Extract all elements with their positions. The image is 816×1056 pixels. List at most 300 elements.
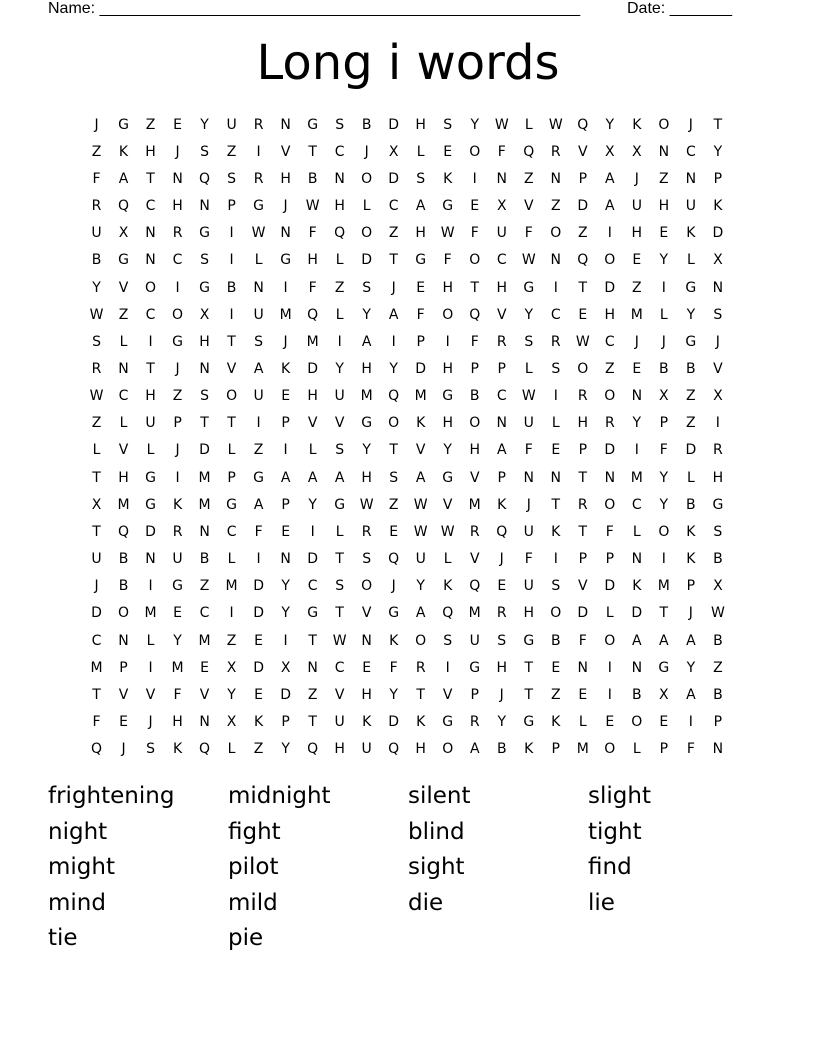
grid-letter: G	[712, 496, 724, 513]
grid-letter: G	[118, 252, 129, 269]
grid-letter: W	[710, 605, 725, 622]
grid-letter: G	[226, 496, 238, 513]
grid-letter: C	[199, 605, 210, 622]
grid-letter: I	[229, 306, 234, 323]
grid-letter: G	[199, 225, 210, 242]
grid-letter: L	[227, 741, 236, 758]
word-bank-item: find	[588, 854, 632, 881]
grid-letter: K	[389, 632, 399, 649]
grid-letter: Z	[118, 306, 129, 323]
grid-letter: B	[686, 496, 696, 513]
grid-letter: M	[225, 578, 238, 595]
grid-letter: P	[281, 714, 290, 731]
grid-letter: Q	[334, 225, 346, 242]
grid-letter: N	[118, 360, 129, 377]
grid-letter: N	[253, 279, 264, 296]
grid-letter: C	[91, 632, 102, 649]
grid-letter: K	[686, 523, 696, 540]
grid-letter: C	[685, 143, 696, 160]
grid-letter: Z	[307, 686, 318, 703]
grid-letter: R	[713, 442, 723, 459]
grid-letter: Z	[253, 741, 264, 758]
grid-letter: F	[605, 523, 614, 540]
grid-letter: B	[713, 632, 723, 649]
grid-letter: H	[469, 442, 480, 459]
grid-letter: P	[416, 333, 425, 350]
grid-letter: E	[254, 686, 264, 703]
grid-letter: N	[631, 659, 643, 676]
grid-letter: N	[172, 170, 183, 187]
grid-letter: N	[199, 198, 210, 215]
grid-letter: U	[361, 741, 372, 758]
grid-letter: M	[468, 605, 481, 622]
grid-letter: I	[553, 388, 558, 405]
grid-letter: N	[280, 551, 291, 568]
grid-letter: S	[713, 523, 723, 540]
name-field: Name: ______________________________________________________	[48, 0, 581, 17]
grid-letter: M	[90, 659, 103, 676]
grid-letter: A	[686, 632, 696, 649]
grid-letter: P	[281, 496, 290, 513]
grid-letter: O	[145, 279, 157, 296]
grid-letter: K	[254, 714, 264, 731]
grid-letter: Q	[118, 523, 130, 540]
grid-letter: D	[604, 578, 616, 595]
grid-letter: Z	[686, 415, 696, 432]
grid-letter: S	[200, 143, 210, 160]
grid-letter: D	[361, 252, 373, 269]
grid-letter: V	[469, 469, 480, 486]
grid-letter: C	[604, 333, 615, 350]
grid-letter: H	[604, 306, 616, 323]
grid-letter: N	[145, 551, 156, 568]
grid-letter: D	[577, 605, 589, 622]
grid-letter: N	[550, 170, 562, 187]
grid-letter: Z	[605, 360, 615, 377]
grid-letter: O	[361, 578, 373, 595]
grid-letter: F	[173, 686, 182, 703]
grid-letter: Q	[388, 388, 400, 405]
grid-letter: R	[496, 605, 507, 622]
grid-letter: U	[91, 551, 102, 568]
grid-letter: I	[715, 415, 720, 432]
grid-letter: H	[307, 252, 318, 269]
grid-letter: O	[658, 523, 670, 540]
grid-row	[83, 274, 731, 301]
grid-letter: B	[686, 360, 696, 377]
grid-letter: P	[470, 360, 479, 377]
grid-letter: Z	[226, 632, 237, 649]
grid-letter: I	[607, 659, 612, 676]
grid-letter: E	[173, 605, 182, 622]
grid-letter: K	[416, 714, 426, 731]
grid-letter: E	[659, 225, 669, 242]
grid-letter: J	[634, 170, 639, 187]
grid-letter: P	[470, 686, 479, 703]
grid-letter: T	[92, 523, 101, 540]
grid-letter: E	[389, 523, 399, 540]
grid-letter: G	[172, 578, 183, 595]
grid-letter: N	[334, 170, 345, 187]
grid-letter: Z	[145, 116, 156, 133]
grid-row	[83, 681, 731, 708]
grid-letter: V	[578, 578, 588, 595]
grid-letter: L	[659, 306, 668, 323]
grid-letter: I	[229, 252, 234, 269]
grid-letter: X	[199, 306, 210, 323]
grid-letter: T	[227, 415, 236, 432]
grid-letter: E	[200, 659, 209, 676]
word-bank-item: sight	[408, 854, 465, 881]
grid-letter: F	[308, 279, 317, 296]
grid-letter: M	[279, 306, 292, 323]
grid-letter: A	[496, 442, 507, 459]
grid-letter: T	[308, 632, 317, 649]
grid-letter: L	[416, 143, 425, 160]
grid-letter: H	[172, 714, 183, 731]
grid-letter: N	[712, 741, 724, 758]
grid-letter: Q	[442, 605, 454, 622]
word-bank-item: mild	[228, 889, 278, 916]
grid-letter: L	[578, 714, 587, 731]
grid-letter: H	[361, 360, 372, 377]
grid-letter: A	[388, 306, 399, 323]
grid-letter: H	[658, 198, 670, 215]
grid-letter: W	[521, 388, 536, 405]
grid-letter: Z	[686, 388, 696, 405]
grid-letter: C	[334, 143, 345, 160]
grid-letter: O	[604, 496, 616, 513]
grid-letter: J	[364, 143, 369, 160]
grid-letter: N	[280, 116, 291, 133]
grid-letter: C	[496, 252, 507, 269]
grid-letter: U	[523, 415, 534, 432]
grid-letter: G	[253, 198, 265, 215]
grid-letter: M	[198, 496, 211, 513]
grid-letter: P	[605, 551, 615, 568]
grid-letter: H	[280, 170, 291, 187]
grid-letter: Z	[226, 143, 237, 160]
grid-letter: C	[388, 198, 399, 215]
grid-letter: D	[253, 659, 264, 676]
grid-letter: W	[494, 116, 509, 133]
grid-letter: I	[634, 442, 639, 459]
grid-letter: T	[92, 469, 101, 486]
grid-letter: Z	[713, 659, 723, 676]
grid-letter: K	[172, 496, 183, 513]
grid-letter: V	[469, 551, 480, 568]
grid-letter: F	[470, 225, 479, 242]
grid-letter: G	[307, 605, 319, 622]
grid-letter: C	[631, 496, 642, 513]
grid-letter: J	[121, 741, 126, 758]
grid-letter: Y	[416, 578, 425, 595]
grid-letter: Z	[523, 170, 534, 187]
grid-row	[83, 600, 731, 627]
grid-letter: W	[251, 225, 266, 242]
word-bank-item: might	[48, 854, 115, 881]
grid-letter: S	[713, 306, 723, 323]
grid-letter: O	[469, 415, 481, 432]
grid-letter: L	[686, 252, 695, 269]
grid-letter: D	[253, 605, 264, 622]
grid-letter: H	[631, 225, 643, 242]
grid-letter: R	[172, 225, 183, 242]
grid-letter: L	[119, 333, 128, 350]
grid-letter: A	[253, 496, 264, 513]
grid-letter: K	[686, 225, 696, 242]
grid-letter: N	[496, 170, 507, 187]
grid-letter: E	[281, 388, 291, 405]
grid-letter: V	[713, 360, 723, 377]
grid-letter: A	[307, 469, 318, 486]
grid-letter: U	[253, 388, 264, 405]
grid-letter: H	[442, 360, 453, 377]
grid-letter: N	[145, 252, 156, 269]
grid-letter: E	[578, 686, 588, 703]
grid-letter: H	[361, 686, 372, 703]
grid-letter: N	[631, 551, 643, 568]
word-bank-item: pilot	[228, 854, 279, 881]
grid-letter: K	[362, 714, 372, 731]
word-bank-item: slight	[588, 783, 651, 809]
grid-letter: E	[281, 523, 291, 540]
grid-letter: I	[229, 605, 234, 622]
grid-letter: Q	[307, 306, 319, 323]
grid-letter: D	[712, 225, 724, 242]
grid-letter: G	[280, 252, 292, 269]
grid-letter: Z	[659, 170, 669, 187]
grid-letter: V	[118, 442, 129, 459]
grid-letter: V	[118, 686, 129, 703]
grid-letter: Z	[577, 225, 588, 242]
grid-letter: S	[335, 578, 345, 595]
grid-letter: G	[199, 279, 210, 296]
grid-letter: Q	[388, 741, 400, 758]
grid-letter: U	[91, 225, 102, 242]
grid-letter: B	[307, 170, 318, 187]
grid-letter: K	[172, 741, 183, 758]
grid-letter: M	[198, 469, 211, 486]
grid-letter: U	[226, 116, 237, 133]
grid-letter: W	[359, 496, 374, 513]
grid-letter: M	[144, 605, 157, 622]
grid-letter: O	[604, 741, 616, 758]
grid-letter: R	[550, 143, 561, 160]
grid-letter: B	[632, 686, 642, 703]
grid-letter: Y	[173, 632, 182, 649]
grid-letter: F	[578, 632, 587, 649]
grid-letter: P	[227, 469, 236, 486]
grid-letter: I	[148, 659, 153, 676]
grid-letter: P	[713, 170, 723, 187]
grid-letter: M	[468, 496, 481, 513]
grid-letter: O	[469, 252, 481, 269]
grid-row	[83, 736, 731, 763]
grid-letter: Z	[334, 279, 345, 296]
grid-letter: Y	[389, 360, 398, 377]
grid-letter: I	[310, 523, 315, 540]
grid-row	[83, 301, 731, 328]
grid-letter: L	[335, 523, 344, 540]
grid-letter: J	[391, 279, 396, 296]
grid-letter: S	[362, 279, 372, 296]
grid-letter: P	[713, 714, 723, 731]
grid-letter: S	[443, 632, 453, 649]
grid-letter: U	[469, 632, 480, 649]
grid-letter: K	[551, 714, 561, 731]
grid-letter: Y	[524, 306, 534, 323]
grid-letter: G	[388, 605, 400, 622]
grid-letter: N	[199, 714, 210, 731]
grid-row	[83, 437, 731, 464]
grid-letter: L	[686, 469, 695, 486]
grid-letter: R	[253, 170, 264, 187]
grid-letter: C	[145, 306, 156, 323]
grid-letter: Q	[496, 523, 508, 540]
grid-letter: V	[118, 279, 129, 296]
grid-letter: F	[524, 442, 533, 459]
grid-letter: X	[280, 659, 291, 676]
grid-letter: Y	[362, 306, 371, 323]
grid-letter: A	[361, 333, 372, 350]
grid-letter: T	[470, 279, 479, 296]
grid-letter: P	[119, 659, 128, 676]
grid-letter: Y	[686, 306, 696, 323]
grid-letter: N	[685, 170, 697, 187]
grid-letter: N	[550, 252, 562, 269]
grid-letter: O	[577, 360, 589, 377]
grid-letter: S	[146, 741, 155, 758]
grid-row	[83, 165, 731, 192]
grid-letter: S	[524, 333, 534, 350]
grid-letter: Q	[388, 551, 400, 568]
grid-letter: V	[145, 686, 156, 703]
grid-letter: V	[361, 605, 372, 622]
grid-letter: I	[283, 632, 288, 649]
grid-letter: Y	[659, 496, 669, 513]
grid-letter: O	[658, 116, 670, 133]
grid-row	[83, 464, 731, 491]
grid-letter: S	[200, 388, 210, 405]
grid-letter: C	[496, 388, 507, 405]
grid-letter: Y	[470, 116, 479, 133]
grid-letter: O	[118, 605, 130, 622]
grid-letter: V	[226, 360, 237, 377]
grid-letter: A	[415, 469, 426, 486]
grid-letter: O	[388, 415, 400, 432]
grid-letter: Z	[388, 496, 399, 513]
grid-letter: Q	[118, 198, 130, 215]
grid-letter: Y	[92, 279, 101, 296]
grid-letter: R	[604, 415, 615, 432]
grid-letter: X	[118, 225, 129, 242]
grid-letter: V	[334, 686, 345, 703]
grid-row	[83, 491, 731, 518]
grid-row	[83, 247, 731, 274]
grid-letter: T	[335, 605, 344, 622]
grid-letter: G	[442, 388, 454, 405]
grid-letter: L	[92, 442, 101, 459]
grid-letter: Z	[172, 388, 183, 405]
grid-letter: I	[661, 279, 666, 296]
grid-letter: N	[496, 415, 507, 432]
grid-letter: Y	[335, 360, 344, 377]
grid-letter: Q	[199, 170, 211, 187]
grid-letter: N	[199, 523, 210, 540]
grid-letter: W	[89, 388, 104, 405]
grid-letter: D	[577, 198, 589, 215]
grid-letter: T	[389, 442, 398, 459]
grid-letter: J	[283, 198, 288, 215]
grid-letter: H	[496, 659, 507, 676]
grid-letter: P	[578, 442, 588, 459]
grid-row	[83, 111, 731, 138]
grid-letter: I	[445, 659, 450, 676]
grid-letter: U	[145, 415, 156, 432]
grid-letter: O	[172, 306, 184, 323]
grid-letter: C	[172, 252, 183, 269]
grid-letter: T	[578, 523, 588, 540]
grid-letter: T	[92, 686, 101, 703]
grid-letter: S	[416, 170, 426, 187]
grid-letter: G	[307, 116, 319, 133]
grid-letter: Q	[90, 741, 103, 758]
grid-letter: W	[332, 632, 347, 649]
grid-letter: F	[416, 306, 425, 323]
grid-letter: A	[659, 632, 669, 649]
grid-letter: H	[334, 198, 345, 215]
grid-letter: K	[281, 360, 291, 377]
grid-letter: U	[631, 198, 642, 215]
grid-letter: V	[442, 496, 453, 513]
grid-letter: Y	[713, 143, 723, 160]
grid-letter: I	[472, 170, 477, 187]
grid-letter: V	[307, 415, 318, 432]
grid-letter: T	[200, 415, 209, 432]
grid-letter: B	[469, 388, 480, 405]
grid-letter: K	[713, 198, 723, 215]
grid-letter: Y	[632, 415, 642, 432]
grid-letter: L	[632, 741, 641, 758]
grid-letter: K	[118, 143, 129, 160]
grid-letter: C	[307, 578, 318, 595]
grid-letter: D	[307, 360, 319, 377]
grid-letter: C	[334, 659, 345, 676]
grid-letter: P	[497, 469, 506, 486]
grid-letter: W	[440, 225, 455, 242]
grid-letter: E	[254, 632, 264, 649]
grid-letter: F	[470, 333, 479, 350]
grid-letter: G	[145, 469, 156, 486]
grid-letter: O	[226, 388, 238, 405]
grid-letter: R	[577, 496, 588, 513]
grid-letter: U	[334, 388, 345, 405]
grid-letter: O	[604, 388, 616, 405]
grid-letter: E	[497, 578, 507, 595]
grid-letter: J	[688, 605, 693, 622]
grid-letter: B	[226, 279, 237, 296]
grid-letter: I	[283, 279, 288, 296]
grid-letter: B	[496, 741, 507, 758]
grid-letter: B	[199, 551, 210, 568]
grid-letter: O	[631, 714, 643, 731]
grid-letter: E	[551, 442, 561, 459]
grid-letter: G	[523, 279, 535, 296]
grid-letter: N	[145, 225, 156, 242]
grid-letter: Z	[550, 686, 561, 703]
grid-row	[83, 708, 731, 735]
